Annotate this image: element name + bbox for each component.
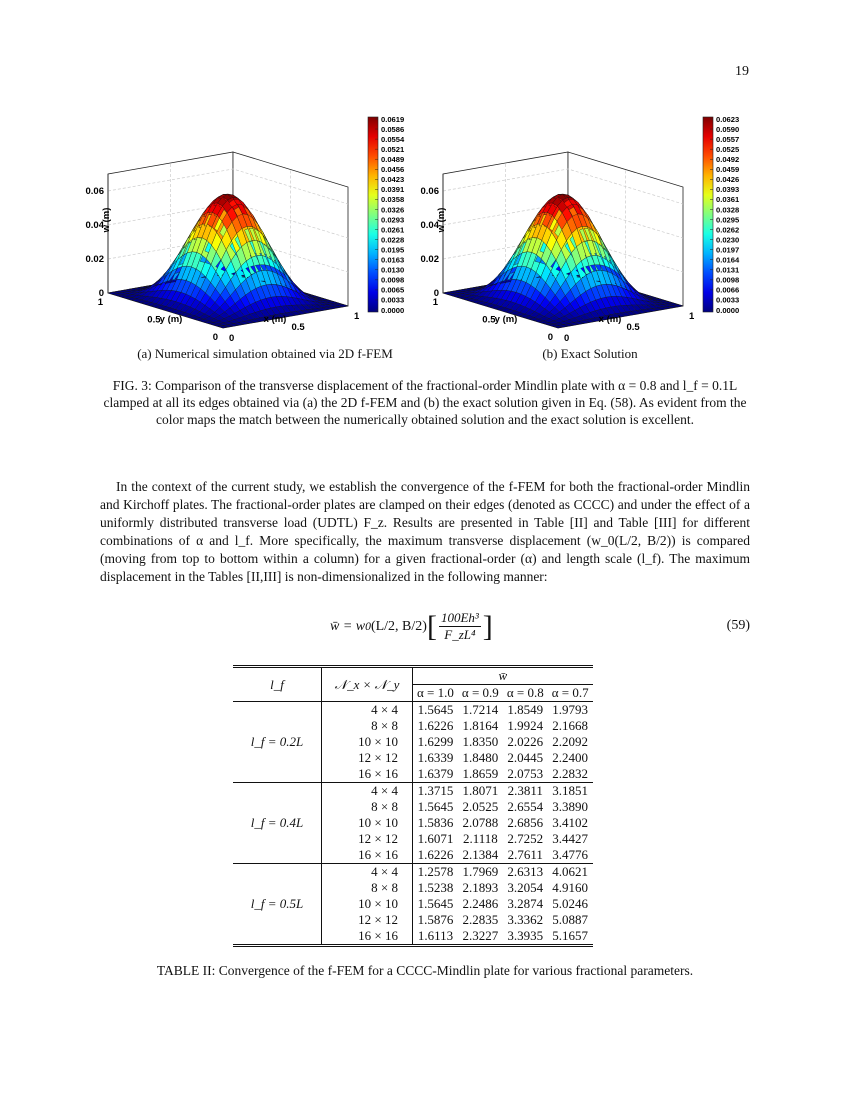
value-cell: 4.9160 bbox=[552, 880, 589, 895]
colorbar-tick-label: 0.0230 bbox=[716, 235, 740, 245]
colorbar-tick-label: 0.0164 bbox=[716, 255, 740, 265]
value-cell: 2.1893 bbox=[462, 880, 499, 895]
mesh-cell: 8 × 8 bbox=[322, 718, 413, 734]
y-tick-label: 1 bbox=[432, 297, 438, 308]
mesh-cell: 10 × 10 bbox=[322, 734, 413, 750]
value-cell: 5.1657 bbox=[552, 928, 589, 943]
z-tick-label: 0.06 bbox=[420, 186, 439, 197]
eq-fraction bbox=[439, 610, 481, 643]
mesh-cell: 4 × 4 bbox=[322, 783, 413, 800]
value-cell: 1.8350 bbox=[462, 734, 499, 749]
colorbar-tick-label: 0.0195 bbox=[381, 245, 405, 255]
colorbar-tick-label: 0.0619 bbox=[381, 114, 405, 124]
colorbar-tick-label: 0.0228 bbox=[381, 235, 405, 245]
value-cell: 2.3811 bbox=[503, 783, 548, 800]
z-tick-label: 0.04 bbox=[85, 220, 104, 231]
value-cell: 2.7611 bbox=[507, 847, 543, 862]
colorbar-tick-label: 0.0033 bbox=[716, 295, 740, 305]
colorbar-tick-label: 0.0098 bbox=[716, 275, 740, 285]
value-cell: 3.3890 bbox=[552, 799, 589, 814]
colorbar-tick-label: 0.0393 bbox=[716, 185, 740, 195]
value-cell: 1.9924 bbox=[507, 718, 544, 733]
z-tick-label: 0.02 bbox=[420, 254, 439, 265]
colorbar-tick-label: 0.0000 bbox=[716, 305, 740, 315]
value-cell: 1.5238 bbox=[413, 880, 458, 896]
value-cell: 3.4102 bbox=[552, 815, 589, 830]
value-cell: 1.8480 bbox=[462, 750, 499, 765]
eq-lhs: w̄ = w bbox=[330, 618, 366, 634]
surface-plot-exact bbox=[420, 108, 790, 344]
header-wbar: w̄ bbox=[413, 667, 593, 685]
value-cell: 5.0246 bbox=[552, 896, 589, 911]
value-cell: 1.8549 bbox=[503, 702, 548, 719]
value-cell: 1.6339 bbox=[413, 750, 458, 766]
table-caption: TABLE II: Convergence of the f-FEM for a CCCC-Mindlin plate for various fractional parameters. bbox=[156, 963, 694, 978]
value-cell: 1.7969 bbox=[458, 864, 503, 881]
z-tick-label: 0.02 bbox=[85, 254, 104, 265]
y-tick-label: 0.5 bbox=[482, 314, 496, 326]
colorbar-tick-label: 0.0554 bbox=[381, 134, 405, 144]
value-cell: 2.3227 bbox=[462, 928, 499, 943]
eq-right-bracket: ] bbox=[482, 609, 493, 643]
value-cell: 1.5645 bbox=[413, 896, 458, 912]
y-tick-label: 0 bbox=[547, 332, 553, 343]
mesh-cell: 4 × 4 bbox=[322, 702, 413, 719]
colorbar-tick-label: 0.0065 bbox=[381, 285, 405, 295]
colorbar bbox=[703, 115, 740, 315]
surface-plot-numerical bbox=[85, 108, 455, 344]
table-row bbox=[233, 702, 593, 719]
z-tick-label: 0 bbox=[98, 288, 104, 299]
z-tick-label: 0 bbox=[433, 288, 439, 299]
z-tick-label: 0.04 bbox=[420, 220, 439, 231]
eq-numerator: 100Eh³ bbox=[440, 610, 479, 625]
value-cell: 1.6113 bbox=[413, 928, 458, 946]
x-axis-label: x (m) bbox=[263, 314, 287, 325]
value-cell: 2.6856 bbox=[507, 815, 544, 830]
colorbar-tick-label: 0.0098 bbox=[381, 275, 405, 285]
value-cell: 3.2054 bbox=[507, 880, 544, 895]
colorbar bbox=[368, 115, 405, 315]
mesh-cell: 12 × 12 bbox=[322, 831, 413, 847]
value-cell: 2.1668 bbox=[552, 718, 589, 733]
colorbar-tick-label: 0.0261 bbox=[381, 225, 405, 235]
x-tick-label: 0.5 bbox=[626, 322, 640, 333]
value-cell: 1.3715 bbox=[413, 783, 458, 800]
value-cell: 1.7214 bbox=[458, 702, 503, 719]
value-cell: 1.6071 bbox=[413, 831, 458, 847]
table-row bbox=[233, 783, 593, 800]
colorbar-tick-label: 0.0358 bbox=[381, 195, 405, 205]
colorbar-tick-label: 0.0262 bbox=[716, 225, 740, 235]
mesh-cell: 12 × 12 bbox=[322, 750, 413, 766]
y-tick-label: 0.5 bbox=[147, 314, 161, 326]
colorbar-tick-label: 0.0163 bbox=[381, 255, 405, 265]
colorbar-tick-label: 0.0391 bbox=[381, 185, 405, 195]
group-label: l_f = 0.2L bbox=[233, 702, 322, 783]
value-cell: 1.5645 bbox=[413, 702, 458, 719]
value-cell: 2.2400 bbox=[552, 750, 589, 765]
value-cell: 2.1384 bbox=[462, 847, 499, 862]
y-tick-label: 1 bbox=[97, 297, 103, 308]
x-tick-label: 0.5 bbox=[291, 322, 305, 333]
value-cell: 2.0525 bbox=[462, 799, 499, 814]
z-tick-label: 0.06 bbox=[85, 186, 104, 197]
value-cell: 2.1118 bbox=[462, 831, 498, 846]
value-cell: 4.0621 bbox=[548, 864, 593, 881]
colorbar-tick-label: 0.0456 bbox=[381, 165, 405, 175]
value-cell: 2.0445 bbox=[507, 750, 544, 765]
value-cell: 5.0887 bbox=[552, 912, 589, 927]
value-cell: 2.2835 bbox=[462, 912, 499, 927]
value-cell: 1.2578 bbox=[413, 864, 458, 881]
mesh-cell: 10 × 10 bbox=[322, 896, 413, 912]
value-cell: 1.6379 bbox=[413, 766, 458, 783]
colorbar-tick-label: 0.0000 bbox=[381, 305, 405, 315]
colorbar-tick-label: 0.0197 bbox=[716, 245, 740, 255]
colorbar-tick-label: 0.0557 bbox=[716, 134, 740, 144]
value-cell: 1.5836 bbox=[413, 815, 458, 831]
header-lf: l_f bbox=[270, 676, 284, 692]
mesh-cell: 8 × 8 bbox=[322, 880, 413, 896]
header-alpha: α = 1.0 bbox=[413, 685, 458, 702]
colorbar-tick-label: 0.0130 bbox=[381, 265, 405, 275]
colorbar-tick-label: 0.0521 bbox=[381, 144, 405, 154]
colorbar-tick-label: 0.0066 bbox=[716, 285, 740, 295]
page-number: 19 bbox=[735, 64, 749, 79]
convergence-table bbox=[233, 665, 593, 947]
value-cell: 1.8164 bbox=[462, 718, 499, 733]
eq-left-bracket: [ bbox=[426, 609, 437, 643]
value-cell: 2.2092 bbox=[552, 734, 589, 749]
value-cell: 2.0226 bbox=[507, 734, 544, 749]
colorbar-tick-label: 0.0361 bbox=[716, 195, 740, 205]
header-alpha: α = 0.9 bbox=[458, 685, 503, 702]
value-cell: 1.6226 bbox=[413, 718, 458, 734]
value-cell: 2.6554 bbox=[507, 799, 544, 814]
z-axis-label: w (m) bbox=[436, 207, 447, 233]
colorbar-tick-label: 0.0131 bbox=[716, 265, 740, 275]
colorbar-tick-label: 0.0423 bbox=[381, 175, 405, 185]
mesh-cell: 12 × 12 bbox=[322, 912, 413, 928]
body-paragraph: In the context of the current study, we establish the convergence of the f-FEM for both the fractional-order Mindlin and Kirchoff plates. The fractional-order plates are clamped on their edges (denoted as CCCC) and under the effect of a uniformly distributed transverse load (UDTL) F_z. Results are presented in Table [II] and Table [III] for different combinations of α and l_f. More specifically, the maximum transverse displacement (w_0(L/2, B/2)) is compared (moving from top to bottom within a column) for a given fractional-order (α) and length scale (l_f). The maximum displacement in the Tables [II,III] is non-dimensionalized in the following manner: bbox=[100, 479, 750, 584]
value-cell: 3.3362 bbox=[507, 912, 544, 927]
colorbar-tick-label: 0.0328 bbox=[716, 205, 740, 215]
mesh-cell: 8 × 8 bbox=[322, 799, 413, 815]
header-alpha: α = 0.8 bbox=[503, 685, 548, 702]
value-cell: 2.0753 bbox=[507, 766, 544, 781]
eq-denominator: F_zL⁴ bbox=[444, 627, 476, 642]
colorbar-tick-label: 0.0489 bbox=[381, 155, 405, 165]
colorbar-tick-label: 0.0459 bbox=[716, 165, 740, 175]
y-axis-label: y (m) bbox=[494, 314, 518, 325]
value-cell: 2.7252 bbox=[507, 831, 544, 846]
value-cell: 1.6299 bbox=[413, 734, 458, 750]
figure-caption: FIG. 3: Comparison of the transverse displacement of the fractional-order Mindlin plate with α = 0.8 and l_f = 0.1L clamped at all its edges obtained via (a) the 2D f-FEM and (b) the exact solution given in Eq. (58). As evident from the color maps the match between the numerically obtained solution and the exact solution is excellent. bbox=[103, 378, 747, 427]
x-tick-label: 0 bbox=[229, 333, 235, 344]
value-cell: 1.5645 bbox=[413, 799, 458, 815]
value-cell: 2.2832 bbox=[552, 766, 589, 781]
x-tick-label: 1 bbox=[354, 311, 360, 322]
header-mesh: 𝒩_x × 𝒩_y bbox=[322, 667, 413, 702]
value-cell: 1.6226 bbox=[413, 847, 458, 864]
group-label: l_f = 0.4L bbox=[233, 783, 322, 864]
value-cell: 1.5876 bbox=[413, 912, 458, 928]
colorbar-tick-label: 0.0293 bbox=[381, 215, 405, 225]
colorbar-tick-label: 0.0033 bbox=[381, 295, 405, 305]
value-cell: 1.8071 bbox=[458, 783, 503, 800]
colorbar-tick-label: 0.0295 bbox=[716, 215, 740, 225]
x-axis-label: x (m) bbox=[598, 314, 622, 325]
table-row bbox=[233, 864, 593, 881]
subcaption-b: (b) Exact Solution bbox=[542, 346, 638, 361]
mesh-cell: 16 × 16 bbox=[322, 766, 413, 783]
value-cell: 1.9793 bbox=[548, 702, 593, 719]
x-tick-label: 0 bbox=[564, 333, 570, 344]
colorbar-tick-label: 0.0590 bbox=[716, 124, 740, 134]
eq-sub: 0 bbox=[365, 620, 371, 633]
value-cell: 3.2874 bbox=[507, 896, 544, 911]
colorbar-tick-label: 0.0586 bbox=[381, 124, 405, 134]
eq-args: (L/2, B/2) bbox=[370, 618, 427, 634]
colorbar-tick-label: 0.0623 bbox=[716, 114, 740, 124]
equation-number: (59) bbox=[726, 618, 750, 633]
value-cell: 2.2486 bbox=[462, 896, 499, 911]
mesh-cell: 16 × 16 bbox=[322, 928, 413, 946]
x-tick-label: 1 bbox=[689, 311, 695, 322]
mesh-cell: 16 × 16 bbox=[322, 847, 413, 864]
value-cell: 3.3935 bbox=[507, 928, 544, 943]
value-cell: 1.8659 bbox=[462, 766, 499, 781]
value-cell: 3.1851 bbox=[548, 783, 593, 800]
header-alpha: α = 0.7 bbox=[548, 685, 593, 702]
subcaption-a: (a) Numerical simulation obtained via 2D f-FEM bbox=[137, 346, 393, 361]
value-cell: 3.4776 bbox=[552, 847, 589, 862]
z-axis-label: w (m) bbox=[101, 207, 112, 233]
colorbar-tick-label: 0.0426 bbox=[716, 175, 740, 185]
equation-59 bbox=[100, 606, 750, 650]
mesh-cell: 10 × 10 bbox=[322, 815, 413, 831]
equation-body bbox=[330, 610, 493, 643]
y-tick-label: 0 bbox=[212, 332, 218, 343]
colorbar-tick-label: 0.0525 bbox=[716, 144, 740, 154]
value-cell: 2.6313 bbox=[503, 864, 548, 881]
colorbar-tick-label: 0.0326 bbox=[381, 205, 405, 215]
colorbar-tick-label: 0.0492 bbox=[716, 155, 740, 165]
value-cell: 2.0788 bbox=[462, 815, 499, 830]
y-axis-label: y (m) bbox=[159, 314, 183, 325]
value-cell: 3.4427 bbox=[552, 831, 589, 846]
group-label: l_f = 0.5L bbox=[233, 864, 322, 946]
mesh-cell: 4 × 4 bbox=[322, 864, 413, 881]
